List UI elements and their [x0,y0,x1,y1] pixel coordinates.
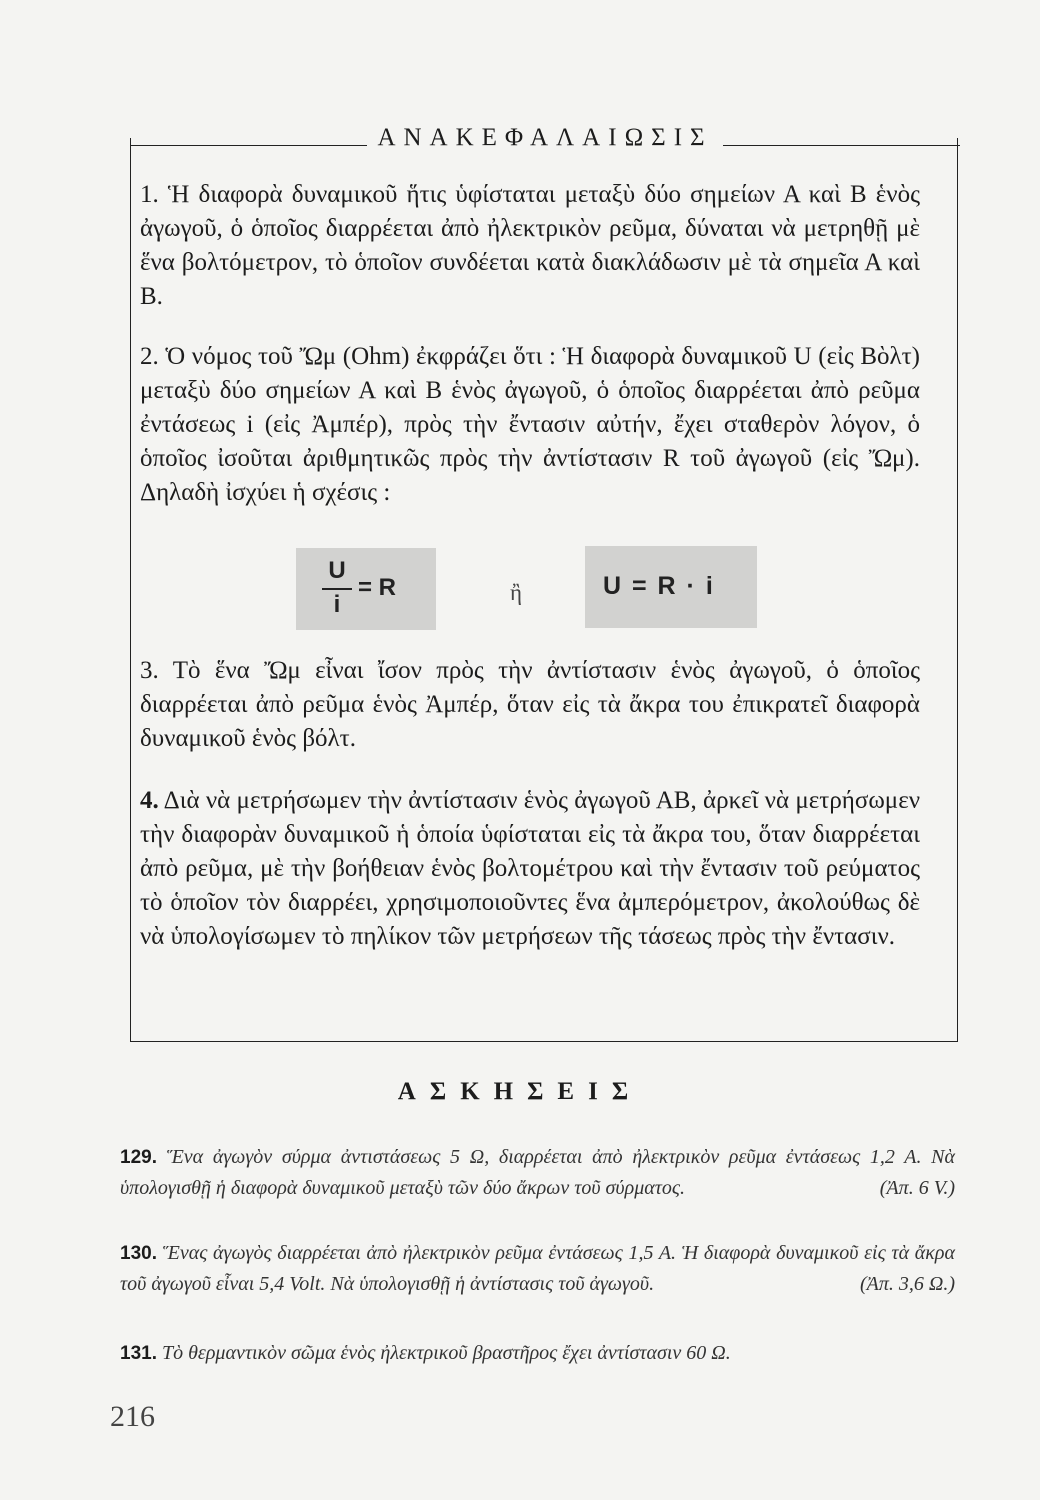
exercises-title: ΑΣΚΗΣΕΙΣ [397,1078,643,1105]
summary-item-text: Τὸ ἕνα Ὤμ εἶναι ἴσον πρὸς τὴν ἀντίστασιν ἑνὸς ἀγωγοῦ, ὁ ὁποῖος διαρρέεται ἀπὸ ρεῦμα ἑνὸς Ἀμπέρ, ὅταν εἰς τὰ ἄκρα του ἐπικρατεῖ διαφορὰ δυναμικοῦ ἑνὸς βόλτ. [140,657,920,752]
fraction-numerator: U [322,554,352,590]
summary-item-1 [140,178,920,314]
fraction [322,554,352,620]
exercise-129 [120,1142,955,1203]
exercise-130 [120,1238,955,1299]
summary-item-3 [140,654,920,756]
exercise-number: 130. [120,1243,157,1264]
exercise-text: Ἕνα ἀγωγὸν σύρμα ἀντιστάσεως 5 Ω, διαρρέεται ἀπὸ ἠλεκτρικὸν ρεῦμα ἐντάσεως 1,2 Α. Νὰ ὑπολογισθῇ ἡ διαφορὰ δυναμικοῦ μεταξὺ τῶν δύο ἄκρων τοῦ σύρματος. [120,1146,956,1199]
product-expression: U = R · i [603,572,715,600]
summary-item-text: Ὁ νόμος τοῦ Ὤμ (Ohm) ἐκφράζει ὅτι : Ἡ διαφορὰ δυναμικοῦ U (εἰς Βὸλτ) μεταξὺ δύο σημείων Α καὶ Β ἑνὸς ἀγωγοῦ, ὁ ὁποῖος διαρρέεται ἀπὸ ρεῦμα ἐντάσεως i (εἰς Ἀμπέρ), πρὸς τὴν ἔντασιν αὐτήν, ἔχει σταθερὸν λόγον, ὁ ὁποῖος ἰσοῦται ἀριθμητικῶς πρὸς τὴν ἀντίστασιν R τοῦ ἀγωγοῦ (εἰς Ὤμ). Δηλαδὴ ἰσχύει ἡ σχέσις : [140,343,921,506]
summary-item-text: Διὰ νὰ μετρήσωμεν τὴν ἀντίστασιν ἑνὸς ἀγωγοῦ ΑΒ, ἀρκεῖ νὰ μετρήσωμεν τὴν διαφορὰν δυναμικοῦ ἡ ὁποία ὑφίσταται εἰς τὰ ἄκρα του, ὅταν διαρρέεται ἀπὸ ρεῦμα, μὲ τὴν βοήθειαν ἑνὸς βολτομέτρου καὶ τὴν ἔντασιν τοῦ ρεύματος τὸ ὁποῖον τὸν διαρρέει, χρησιμοποιοῦντες ἕνα ἀμπερόμετρον, ἀκολούθως δὲ νὰ ὑπολογίσωμεν τὸ πηλίκον τῶν μετρήσεων τῆς τάσεως πρὸς τὴν ἔντασιν. [140,787,921,950]
exercise-number: 131. [120,1343,157,1364]
summary-item-number: 4. [140,787,159,814]
exercise-answer: (Ἀπ. 3,6 Ω.) [859,1273,955,1295]
fraction-rhs: = R [358,574,397,601]
summary-title: ΑΝΑΚΕΦΑΛΑΙΩΣΙΣ [377,124,713,151]
summary-item-number: 3. [140,657,159,684]
fraction-denominator: i [333,591,341,618]
formula-connector: ἢ [510,580,523,605]
summary-item-number: 1. [140,181,159,208]
exercise-131 [120,1338,955,1369]
summary-item-text: Ἡ διαφορὰ δυναμικοῦ ἥτις ὑφίσταται μεταξὺ δύο σημείων Α καὶ Β ἑνὸς ἀγωγοῦ, ὁ ὁποῖος διαρρέεται ἀπὸ ἠλεκτρικὸν ρεῦμα, δύναται νὰ μετρηθῇ μὲ ἕνα βολτόμετρον, τὸ ὁποῖον συνδέεται κατὰ διακλάδωσιν μὲ τὰ σημεῖα Α καὶ Β. [140,181,921,310]
summary-item-2 [140,340,920,510]
page-number: 216 [110,1400,155,1433]
ohm-law-fraction-formula [296,548,436,630]
exercise-number: 129. [120,1147,157,1168]
exercise-text: Ἕνας ἀγωγὸς διαρρέεται ἀπὸ ἠλεκτρικὸν ρεῦμα ἐντάσεως 1,5 Α. Ἡ διαφορὰ δυναμικοῦ εἰς τὰ ἄκρα τοῦ ἀγωγοῦ εἶναι 5,4 Volt. Νὰ ὑπολογισθῇ ἡ ἀντίστασις τοῦ ἀγωγοῦ. [120,1242,956,1295]
exercise-text: Τὸ θερμαντικὸν σῶμα ἑνὸς ἠλεκτρικοῦ βραστῆρος ἔχει ἀντίστασιν 60 Ω. [161,1342,731,1364]
summary-item-number: 2. [140,343,159,370]
ohm-law-product-formula [585,546,757,628]
summary-item-4 [140,784,920,954]
exercise-answer: (Ἀπ. 6 V.) [879,1177,955,1199]
